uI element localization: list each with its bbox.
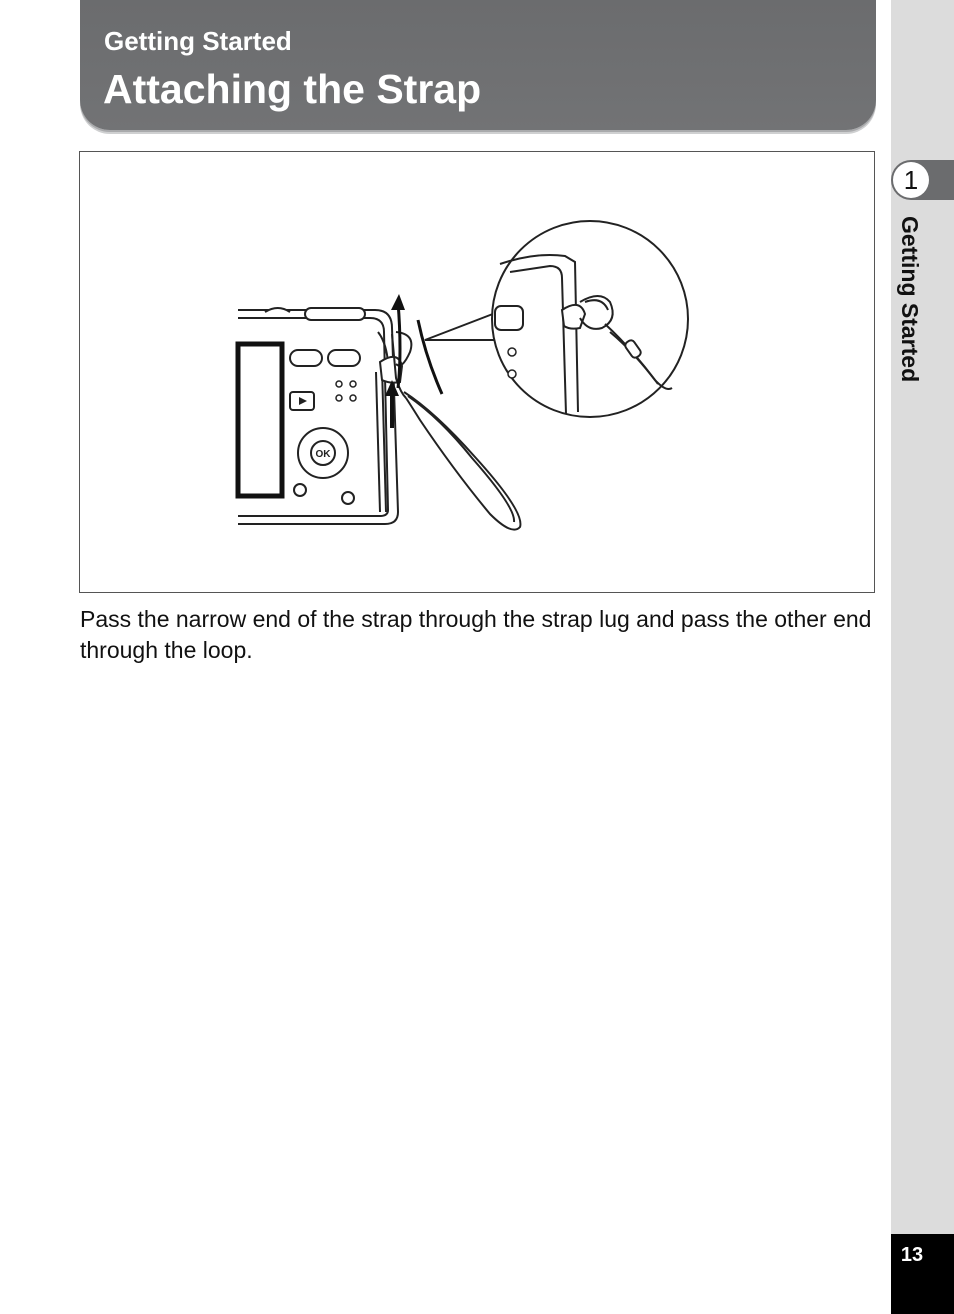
ok-button-label: OK bbox=[315, 449, 331, 460]
page-title: Attaching the Strap bbox=[103, 66, 482, 112]
section-title: Getting Started bbox=[104, 26, 292, 56]
chapter-header bbox=[80, 0, 876, 130]
callout-pointer bbox=[425, 312, 500, 340]
instruction-paragraph: Pass the narrow end of the strap through the strap lug and pass the other end through the loop. bbox=[80, 606, 872, 663]
lcd-screen bbox=[238, 344, 282, 496]
page-number: 13 bbox=[900, 1244, 924, 1266]
zoom-inset bbox=[492, 221, 688, 417]
strap-illustration bbox=[79, 151, 875, 593]
playback-button bbox=[290, 392, 314, 410]
camera-strap-drawing bbox=[80, 152, 874, 592]
side-tab-label: Getting Started bbox=[897, 216, 923, 383]
chapter-number: 1 bbox=[893, 162, 929, 198]
